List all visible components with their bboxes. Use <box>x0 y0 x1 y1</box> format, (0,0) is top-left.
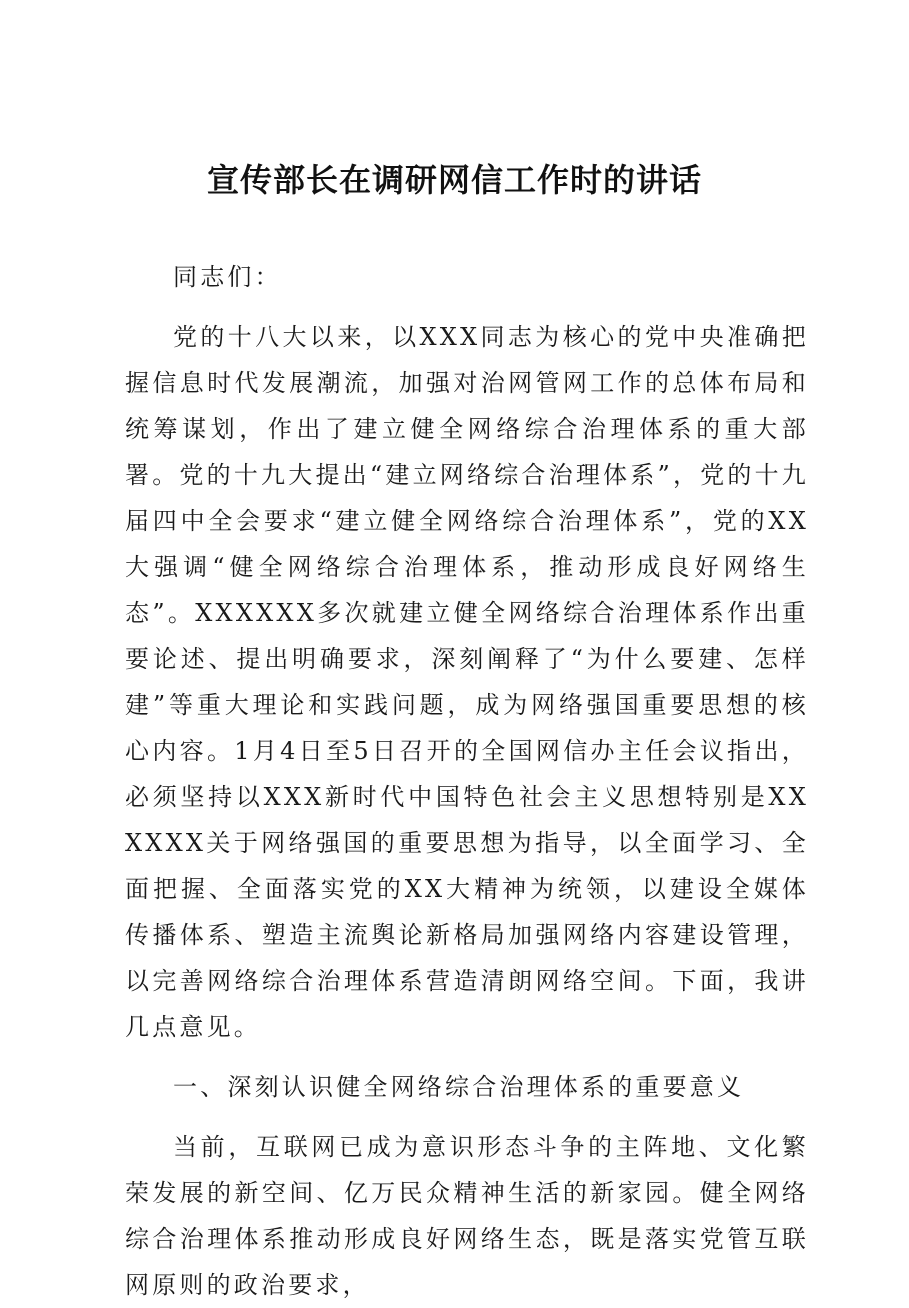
paragraph-section-1: 当前，互联网已成为意识形态斗争的主阵地、文化繁荣发展的新空间、亿万民众精神生活的新家园。健全网络综合治理体系推动形成良好网络生态，既是落实党管互联网原则的政治要求， <box>125 1133 809 1299</box>
section-heading-1: 一、深刻认识健全网络综合治理体系的重要意义 <box>173 1073 745 1101</box>
document-title: 宣传部长在调研网信工作时的讲话 <box>206 161 702 199</box>
document-body <box>125 254 809 1308</box>
salutation: 同志们： <box>173 263 282 291</box>
paragraph-intro: 党的十八大以来，以XXX同志为核心的党中央准确把握信息时代发展潮流，加强对治网管网工作的总体布局和统筹谋划，作出了建立健全网络综合治理体系的重大部署。党的十九大提出“建立网络综合治理体系”，党的十九届四中全会要求“建立健全网络综合治理体系”，党的XX大强调“健全网络综合治理体系，推动形成良好网络生态”。XXXXXX多次就建立健全网络综合治理体系作出重要论述、提出明确要求，深刻阐释了“为什么要建、怎样建”等重大理论和实践问题，成为网络强国重要思想的核心内容。1月4日至5日召开的全国网信办主任会议指出，必须坚持以XXX新时代中国特色社会主义思想特别是XXXXXX关于网络强国的重要思想为指导，以全面学习、全面把握、全面落实党的XX大精神为统领，以建设全媒体传播体系、塑造主流舆论新格局加强网络内容建设管理，以完善网络综合治理体系营造清朗网络空间。下面，我讲几点意见。 <box>125 323 809 1041</box>
